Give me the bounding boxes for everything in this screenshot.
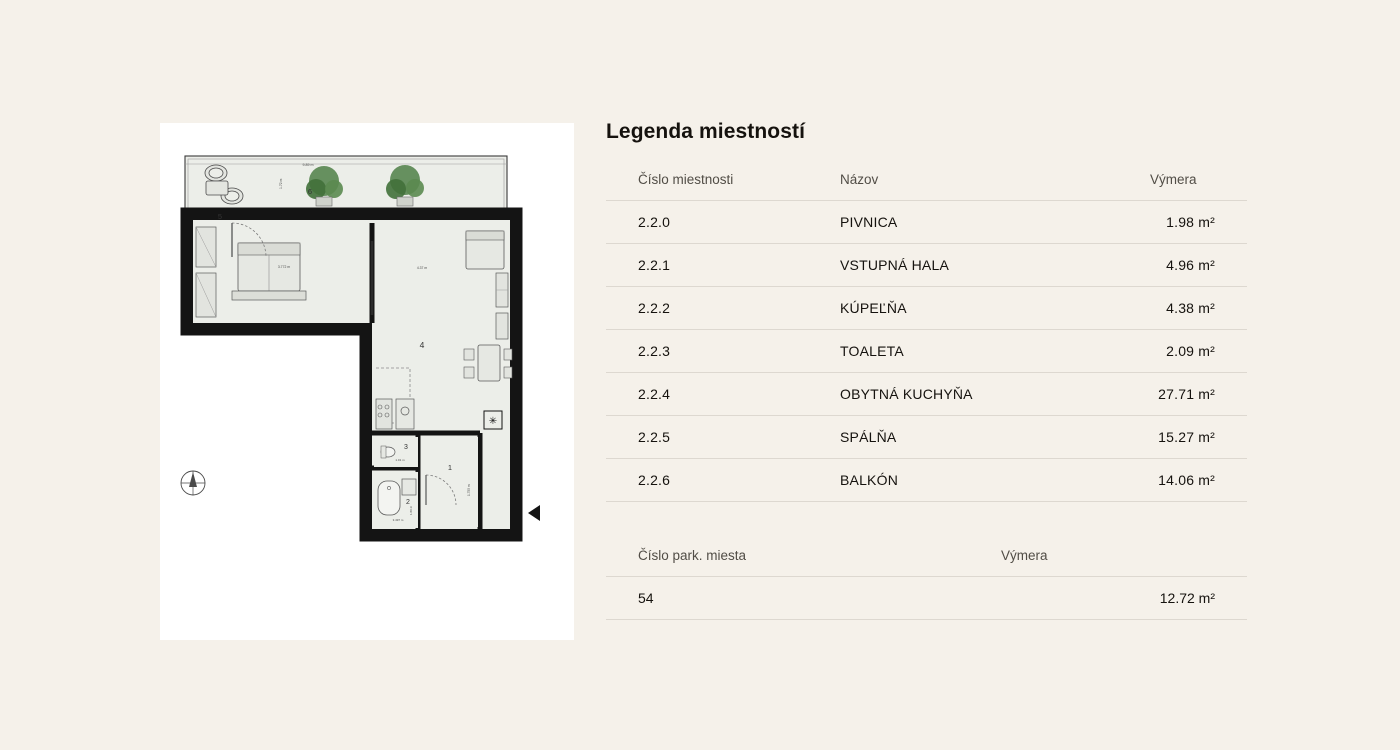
- room-area: 4.38 m²: [1150, 287, 1247, 330]
- room-name: TOALETA: [840, 330, 1150, 373]
- room-label-1: 1: [447, 463, 453, 472]
- column-header-name: Názov: [840, 172, 1150, 201]
- rooms-table: [606, 172, 1247, 502]
- table-row: [606, 244, 1247, 287]
- room-area: 15.27 m²: [1150, 416, 1247, 459]
- column-header-parking-area: Výmera: [1001, 548, 1247, 577]
- room-number: 2.2.0: [606, 201, 840, 244]
- column-header-number: Číslo miestnosti: [606, 172, 840, 201]
- room-area: 1.98 m²: [1150, 201, 1247, 244]
- balcony-area: [185, 156, 507, 214]
- table-row: [606, 577, 1247, 620]
- dimension-label: 3.772 m: [277, 265, 291, 269]
- room-number: 2.2.5: [606, 416, 840, 459]
- room-area: 14.06 m²: [1150, 459, 1247, 502]
- parking-area: 12.72 m²: [1001, 577, 1247, 620]
- room-label-4: 4: [419, 340, 425, 350]
- dimension-label: 3.497 m: [392, 518, 404, 522]
- table-row: [606, 373, 1247, 416]
- room-legend: [606, 120, 1247, 620]
- room-label-5: 5: [217, 212, 223, 221]
- room-name: KÚPEĽŇA: [840, 287, 1150, 330]
- room-area: 27.71 m²: [1150, 373, 1247, 416]
- column-header-parking-number: Číslo park. miesta: [606, 548, 1001, 577]
- floorplan-drawing: [160, 123, 574, 640]
- room-number: 2.2.1: [606, 244, 840, 287]
- parking-table-header-row: [606, 548, 1247, 577]
- dimension-label: 4.37 m: [416, 266, 428, 270]
- parking-number: 54: [606, 577, 1001, 620]
- floorplan-panel: [160, 123, 574, 640]
- table-row: [606, 459, 1247, 502]
- svg-text:✳: ✳: [488, 416, 498, 427]
- room-number: 2.2.3: [606, 330, 840, 373]
- parking-table: [606, 548, 1247, 620]
- dimension-label: 1.80 m: [409, 505, 413, 515]
- legend-title: Legenda miestností: [606, 120, 806, 143]
- dimension-label: 1.01 m: [395, 458, 405, 462]
- room-5-bedroom: [196, 212, 368, 320]
- north-compass-icon: [181, 471, 205, 495]
- room-number: 2.2.2: [606, 287, 840, 330]
- dimension-label: 1.72 m: [279, 178, 283, 189]
- room-name: PIVNICA: [840, 201, 1150, 244]
- table-row: [606, 330, 1247, 373]
- room-name: SPÁLŇA: [840, 416, 1150, 459]
- room-name: VSTUPNÁ HALA: [840, 244, 1150, 287]
- room-3-toilet: [374, 437, 418, 467]
- room-1-entry-hall: [422, 437, 478, 527]
- room-area: 4.96 m²: [1150, 244, 1247, 287]
- rooms-table-header-row: [606, 172, 1247, 201]
- room-label-3: 3: [404, 444, 408, 451]
- dimension-label: 1.755 m: [467, 484, 471, 496]
- room-4-living-kitchen: [372, 223, 512, 429]
- utility-marker-icon: [484, 411, 502, 429]
- room-name: BALKÓN: [840, 459, 1150, 502]
- room-2-bathroom: [374, 472, 418, 528]
- dimension-label: 9.89 m: [302, 163, 314, 167]
- room-area: 2.09 m²: [1150, 330, 1247, 373]
- room-number: 2.2.4: [606, 373, 840, 416]
- room-label-6: 6: [307, 187, 313, 196]
- column-header-area: Výmera: [1150, 172, 1247, 201]
- entry-arrow: [528, 505, 540, 521]
- room-label-2: 2: [406, 499, 410, 506]
- room-number: 2.2.6: [606, 459, 840, 502]
- table-row: [606, 287, 1247, 330]
- room-name: OBYTNÁ KUCHYŇA: [840, 373, 1150, 416]
- table-row: [606, 201, 1247, 244]
- table-row: [606, 416, 1247, 459]
